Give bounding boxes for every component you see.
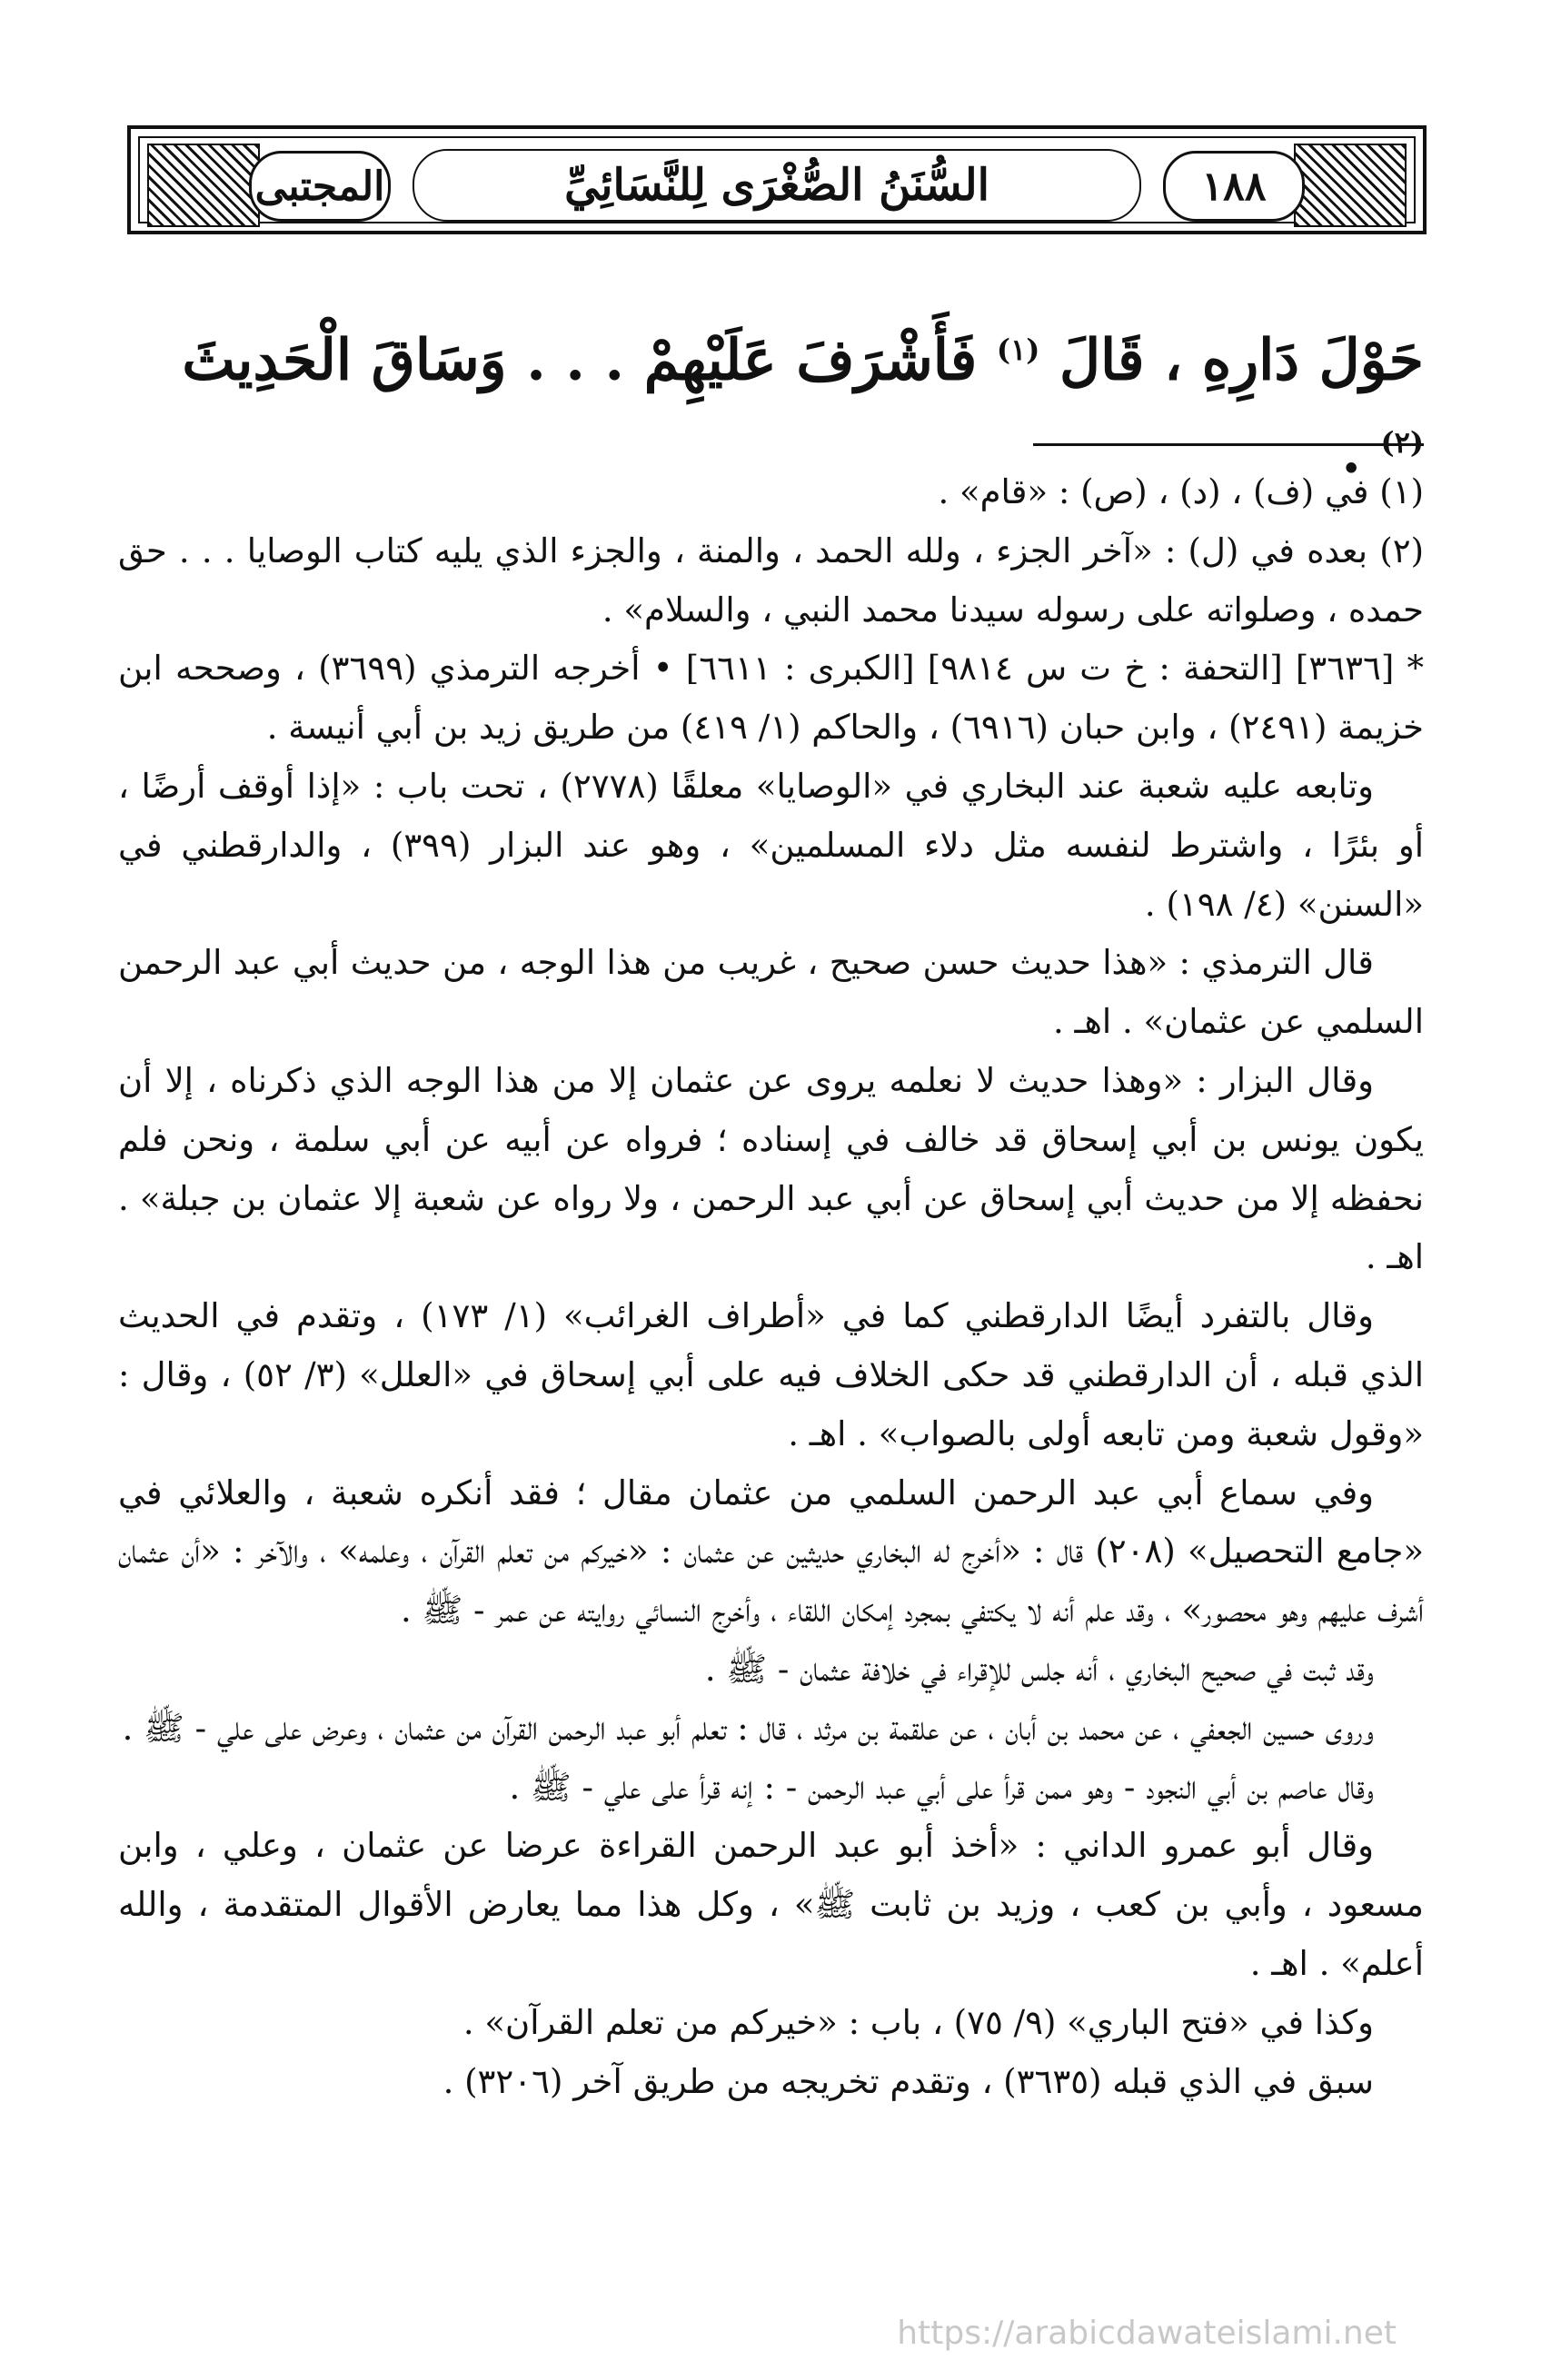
commentary-paragraph: وكذا في «فتح الباري» (٩/ ٧٥) ، باب : «خيركم من تعلم القرآن» . xyxy=(462,2002,1374,2042)
footnote-ref-1: (١) xyxy=(996,332,1040,367)
commentary-paragraph: وقال بالتفرد أيضًا الدارقطني كما في «أطراف الغرائب» (١/ ١٧٣) ، وتقدم في الحديث الذي قبله ، أن الدارقطني قد حكى الخلاف فيه على أبي إسحاق في «العلل» (٣/ ٥٢) ، وقال : «وقول شعبة ومن تابعه أولى بالصواب» . اهـ . xyxy=(118,1296,1425,1453)
commentary-paragraph: وتابعه عليه شعبة عند البخاري في «الوصايا» معلقًا (٢٧٧٨) ، تحت باب : «إذا أوقف أرضًا ، أو بئرًا ، واشترط لنفسه مثل دلاء المسلمين» ، وهو عند البزار (٣٩٩) ، والدارقطني في «السنن» (٤/ ١٩٨) . xyxy=(118,766,1424,924)
footnote-1: (١) في (ف) ، (د) ، (ص) : «قام» . xyxy=(938,472,1424,511)
footnotes xyxy=(118,463,1424,2111)
right-ornament-icon xyxy=(1294,144,1407,227)
takhrij-header: * [٣٦٣٦] [التحفة : خ ت س ٩٨١٤] [الكبرى : ٦٦١١] • أخرجه الترمذي (٣٦٩٩) ، وصححه ابن خزيمة (٢٤٩١) ، وابن حبان (٦٩١٦) ، والحاكم (١/ ٤١٩) من طريق زيد بن أبي أنيسة . xyxy=(118,649,1424,748)
commentary-paragraph: وقال عاصم بن أبي النجود - وهو ممن قرأ على أبي عبد الرحمن - : إنه قرأ على علي - ﷺ . xyxy=(509,1767,1374,1807)
page-title: السُّنَنُ الصُّغْرَى لِلنَّسَائِيِّ xyxy=(413,149,1141,222)
watermark-url: https://arabicdawateislami.net xyxy=(897,2315,1397,2352)
page-header xyxy=(127,125,1427,234)
footnote-ref-2: (٢) xyxy=(1380,424,1424,460)
commentary-paragraph: وفي سماع أبي عبد الرحمن السلمي من عثمان مقال ؛ فقد أنكره شعبة ، والعلائي في «جامع التحصيل» (٢٠٨) قال : «أخرج له البخاري حديثين عن عثمان : «خيركم من تعلم القرآن ، وعلمه» ، والآخر : «أن عثمان أشرف عليهم وهو محصور» ، وقد علم أنه لا يكتفي بمجرد إمكان اللقاء ، وأخرج النسائي روايته عن عمر - ﷺ . xyxy=(118,1473,1424,1631)
series-logo: المجتبى xyxy=(249,151,391,222)
hadith-text-end: . xyxy=(1341,419,1361,486)
footnote-2: (٢) بعده في (ل) : «آخر الجزء ، ولله الحمد ، والمنة ، والجزء الذي يليه كتاب الوصايا . . . حق حمده ، وصلواته على رسوله سيدنا محمد النبي ، والسلام» . xyxy=(118,531,1424,630)
page-number: ١٨٨ xyxy=(1163,151,1305,222)
commentary-paragraph: وروى حسين الجعفي ، عن محمد بن أبان ، عن علقمة بن مرثد ، قال : تعلم أبو عبد الرحمن القرآن من عثمان ، وعرض على علي - ﷺ . xyxy=(122,1708,1374,1748)
footnote-divider xyxy=(1033,443,1424,446)
commentary-paragraph: وقال أبو عمرو الداني : «أخذ أبو عبد الرحمن القراءة عرضا عن عثمان ، وعلي ، وابن مسعود ، وأبي بن كعب ، وزيد بن ثابت ﷺ» ، وكل هذا مما يعارض الأقوال المتقدمة ، والله أعلم» . اهـ . xyxy=(118,1826,1424,1983)
commentary-paragraph: سبق في الذي قبله (٣٦٣٥) ، وتقدم تخريجه من طريق آخر (٣٢٠٦) . xyxy=(442,2061,1374,2101)
commentary-paragraph: قال الترمذي : «هذا حديث حسن صحيح ، غريب من هذا الوجه ، من حديث أبي عبد الرحمن السلمي عن عثمان» . اهـ . xyxy=(118,943,1424,1042)
hadith-text-part1: حَوْلَ دَارِهِ ، قَالَ xyxy=(1059,326,1424,393)
left-ornament-icon xyxy=(147,144,260,227)
header-frame xyxy=(138,136,1416,223)
commentary-paragraph: وقال البزار : «وهذا حديث لا نعلمه يروى عن عثمان إلا من هذا الوجه الذي ذكرناه ، إلا أن يكون يونس بن أبي إسحاق قد خالف في إسناده ؛ فرواه عن أبيه عن أبي سلمة ، ونحن فلم نحفظه إلا من حديث أبي إسحاق عن أبي عبد الرحمن ، ولا رواه عن شعبة إلا عثمان بن جبلة» . اهـ . xyxy=(118,1060,1424,1277)
hadith-text-part2: فَأَشْرَفَ عَلَيْهِمْ . . . وَسَاقَ الْحَدِيثَ xyxy=(182,326,978,393)
commentary-paragraph: وقد ثبت في صحيح البخاري ، أنه جلس للإقراء في خلافة عثمان - ﷺ . xyxy=(704,1649,1374,1689)
